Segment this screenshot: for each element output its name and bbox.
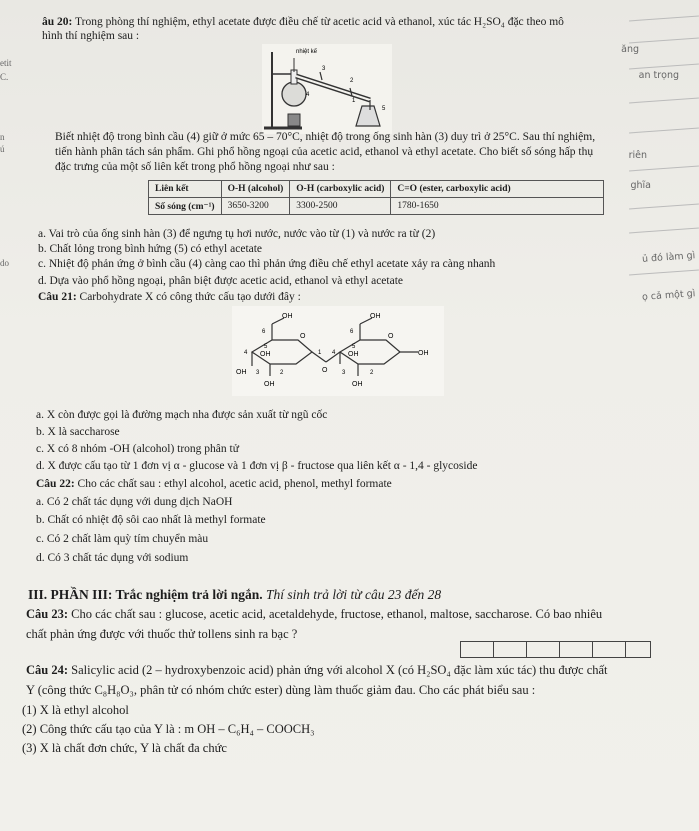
q21-header [38,291,301,303]
q22-text: Cho các chất sau : ethyl alcohol, acetic acid, phenol, methyl formate [74,478,392,490]
table-row [149,198,604,215]
diagram-label: nhiệt kế [296,49,318,55]
structure-label: 5 [352,344,356,350]
q21-label: Câu 21: [38,291,77,303]
answer-box[interactable] [559,641,593,658]
table-row [149,181,604,198]
table-header: C=O (ester, carboxylic acid) [391,181,604,198]
structure-label: OH [352,381,363,388]
q20-option-b: b. Chất lỏng trong bình hứng (5) có ethyl acetate [38,243,263,255]
q22-option-c: c. Có 2 chất làm quỳ tím chuyển màu [36,533,209,545]
q24-statement-1: (1) X là ethyl alcohol [22,703,129,717]
q20-label: âu 20: [42,16,73,28]
margin-right-text: riên [628,150,647,161]
q21-option-b: b. X là saccharose [36,426,120,438]
structure-label: O [322,367,328,374]
q24-label: Câu 24: [26,663,69,677]
q24-header [26,663,608,678]
q22-option-a: a. Có 2 chất tác dụng với dung dịch NaOH [36,496,233,508]
q24-line2: Y (công thức C₈H₈O₃, phân tử có nhóm chức ester) dùng làm thuốc giảm đau. Cho các phát biểu sau : [26,683,536,697]
margin-left-text: n [0,132,5,142]
structure-label: OH [282,313,293,320]
q20-desc3: đặc trưng của một số liên kết trong phổ hồng ngoại như sau : [55,161,335,173]
structure-label: 1 [318,350,322,356]
structure-label: O [388,333,394,340]
q24-line1: Salicylic acid (2 – hydroxybenzoic acid) phản ứng với alcohol X (có H₂SO₄ đặc làm xúc tác) thu được chất [68,663,608,677]
structure-label: 4 [332,350,336,356]
structure-label: OH [370,313,381,320]
q22-label: Câu 22: [36,478,75,490]
q20-option-a: a. Vai trò của ống sinh hàn (3) để ngưng tụ hơi nước, nước vào từ (1) và nước ra từ (2) [38,228,436,240]
q23-label: Câu 23: [26,607,69,621]
diagram-label: 4 [306,92,310,98]
structure-label: 6 [262,329,266,335]
diagram-label: 2 [350,78,354,84]
table-cell: 3300-2500 [290,198,391,215]
q23-header [26,607,602,622]
structure-label: OH [260,351,271,358]
q20-option-c: c. Nhiệt độ phản ứng ở bình cầu (4) càng cao thì phản ứng điều chế ethyl acetate xảy ra càng nhanh [38,258,496,270]
q20-option-d: d. Dựa vào phổ hồng ngoại, phân biệt được acetic acid, ethanol và ethyl acetate [38,275,404,287]
structure-label: 3 [342,370,346,376]
q21-option-c: c. X có 8 nhóm -OH (alcohol) trong phân tử [36,443,239,455]
structure-label: 2 [370,370,374,376]
q21-text: Carbohydrate X có công thức cấu tạo dưới đây : [76,291,301,303]
margin-right-text: ăng [621,44,639,55]
answer-box[interactable] [493,641,527,658]
part3-heading: III. PHẦN III: Trắc nghiệm trả lời ngắn. [28,587,263,602]
table-header: O-H (carboxylic acid) [290,181,391,198]
margin-right-text: an trọng [638,70,679,81]
diagram-label: 3 [322,66,326,72]
table-cell: 1780-1650 [391,198,604,215]
part3-heading-line [28,587,441,603]
diagram-label: 5 [382,106,386,112]
table-header: Liên kết [149,181,222,198]
q23-line2: chất phản ứng được với thuốc thử tollens sinh ra bạc ? [26,627,298,641]
q20-line1: Trong phòng thí nghiệm, ethyl acetate được điều chế từ acetic acid và ethanol, xúc tác H₂SO₄ đặc theo mô [72,16,564,28]
margin-left-text: ú [0,144,5,154]
table-cell: Số sóng (cm⁻¹) [149,198,222,215]
q20-line2: hình thí nghiệm sau : [42,30,140,42]
structure-label: OH [418,350,429,357]
structure-label: 4 [244,350,248,356]
q21-option-d: d. X được cấu tạo từ 1 đơn vị α - glucose và 1 đơn vị β - fructose qua liên kết α - 1,4 - glycoside [36,460,478,472]
q22-option-b: b. Chất có nhiệt độ sôi cao nhất là methyl formate [36,514,266,526]
margin-left-text: etit [0,58,12,68]
structure-label: 3 [256,370,260,376]
table-header: O-H (alcohol) [221,181,290,198]
q23-line1: Cho các chất sau : glucose, acetic acid, acetaldehyde, fructose, ethanol, maltose, saccharose. Có bao nhiêu [68,607,603,621]
q22-option-d: d. Có 3 chất tác dụng với sodium [36,552,189,564]
q20-header [42,16,564,28]
q22-header [36,478,392,490]
diagram-label: 1 [352,98,356,104]
table-cell: 3650-3200 [221,198,290,215]
q20-desc2: tiến hành phân tách sản phẩm. Ghi phổ hồng ngoại của acetic acid, ethanol và ethyl acetate. Cho biết số sóng hấp thụ [55,146,594,158]
margin-right-text: ọ cả một gì [641,288,696,303]
structure-label: O [300,333,306,340]
q20-desc1: Biết nhiệt độ trong bình cầu (4) giữ ở mức 65 – 70°C, nhiệt độ trong ống sinh hàn (3) duy trì ở 25°C. Sau thí nghiệm, [55,131,596,143]
answer-box[interactable] [625,641,651,658]
q21-option-a: a. X còn được gọi là đường mạch nha được sản xuất từ ngũ cốc [36,409,328,421]
structure-label: OH [236,369,247,376]
structure-label: 5 [264,344,268,350]
structure-label: OH [264,381,275,388]
answer-box[interactable] [592,641,626,658]
structure-label: OH [348,351,359,358]
part3-note: Thí sinh trả lời từ câu 23 đến 28 [262,587,442,602]
q24-statement-2: (2) Công thức cấu tạo của Y là : m OH – C₆H₄ – COOCH₃ [22,722,315,736]
q24-statement-3: (3) X là chất đơn chức, Y là chất đa chức [22,741,227,755]
disaccharide-structure [232,306,444,396]
margin-right-text: ủ đó làm gì [641,250,696,265]
answer-box[interactable] [460,641,494,658]
structure-label: 6 [350,329,354,335]
distillation-apparatus-diagram [262,44,392,134]
margin-right-text: ghĩa [630,180,651,191]
margin-left-text: do [0,258,9,268]
ir-table [148,180,604,215]
answer-box[interactable] [526,641,560,658]
structure-label: 2 [280,370,284,376]
margin-left-text: C. [0,72,9,82]
